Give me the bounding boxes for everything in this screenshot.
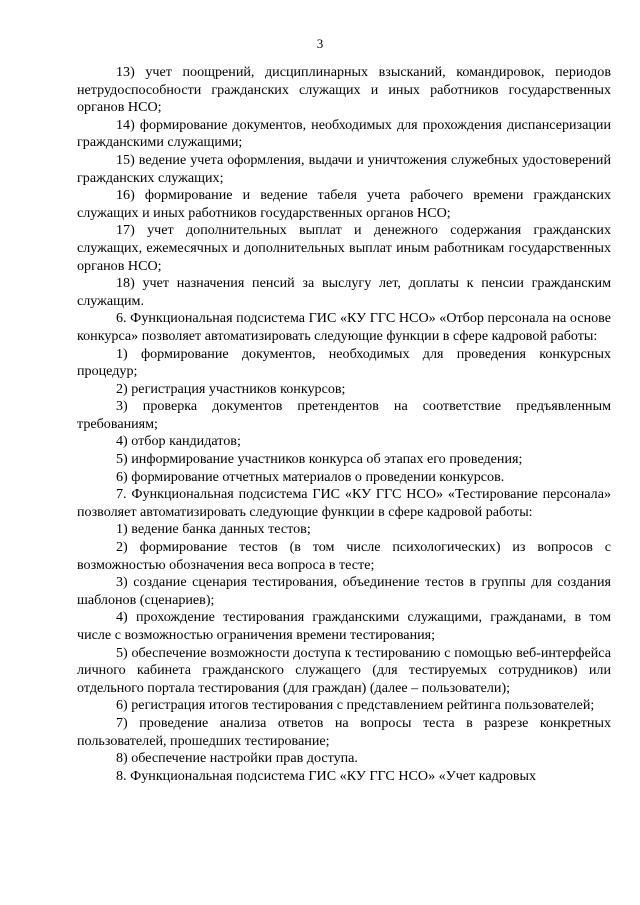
paragraph: 15) ведение учета оформления, выдачи и уничтожения служебных удостоверений гражданских служащих; [77, 151, 611, 186]
paragraph: 8) обеспечение настройки прав доступа. [116, 750, 358, 767]
paragraph: 6) формирование отчетных материалов о проведении конкурсов. [116, 468, 505, 485]
paragraph: 14) формирование документов, необходимых для прохождения диспансеризации гражданскими служащими; [77, 116, 611, 151]
document-body [77, 64, 611, 785]
paragraph: 8. Функциональная подсистема ГИС «КУ ГГС НСО» «Учет кадровых [116, 767, 537, 784]
paragraph: 17) учет дополнительных выплат и денежного содержания гражданских служащих, ежемесячных и дополнительных выплат иным работникам государственных органов НСО; [77, 222, 611, 274]
paragraph: 13) учет поощрений, дисциплинарных взысканий, командировок, периодов нетрудоспособности гражданских служащих и иных работников государственных органов НСО; [77, 64, 611, 116]
paragraph: 5) информирование участников конкурса об этапах его проведения; [116, 451, 523, 468]
paragraph: 18) учет назначения пенсий за выслугу лет, доплаты к пенсии гражданским служащим. [77, 275, 611, 309]
paragraph: 4) отбор кандидатов; [116, 433, 241, 450]
paragraph: 7. Функциональная подсистема ГИС «КУ ГГС НСО» «Тестирование персонала» позволяет автоматизировать следующие функции в сфере кадровой работы: [77, 486, 611, 520]
paragraph: 7) проведение анализа ответов на вопросы теста в разрезе конкретных пользователей, прошедших тестирование; [77, 714, 611, 749]
paragraph: 1) ведение банка данных тестов; [116, 521, 311, 538]
paragraph: 6) регистрация итогов тестирования с представлением рейтинга пользователей; [116, 697, 595, 714]
paragraph: 16) формирование и ведение табеля учета рабочего времени гражданских служащих и иных работников государственных органов НСО; [77, 187, 611, 221]
paragraph: 3) проверка документов претендентов на соответствие предъявленным требованиям; [77, 398, 611, 432]
paragraph: 5) обеспечение возможности доступа к тестированию с помощью веб-интерфейса личного кабинета гражданского служащего (для тестируемых сотрудников) или отдельного портала тестирования (для граждан) (далее – пользователи); [77, 644, 611, 696]
paragraph: 6. Функциональная подсистема ГИС «КУ ГГС НСО» «Отбор персонала на основе конкурса» позволяет автоматизировать следующие функции в сфере кадровой работы: [77, 310, 611, 344]
paragraph: 2) формирование тестов (в том числе психологических) из вопросов с возможностью обозначения веса вопроса в тесте; [77, 539, 611, 573]
paragraph: 1) формирование документов, необходимых для проведения конкурсных процедур; [77, 345, 611, 380]
paragraph: 3) создание сценария тестирования, объединение тестов в группы для создания шаблонов (сценариев); [77, 574, 611, 608]
paragraph: 2) регистрация участников конкурсов; [116, 380, 346, 397]
page-number: 3 [316, 36, 324, 51]
paragraph: 4) прохождение тестирования гражданскими служащими, гражданами, в том числе с возможностью ограничения времени тестирования; [77, 609, 611, 643]
